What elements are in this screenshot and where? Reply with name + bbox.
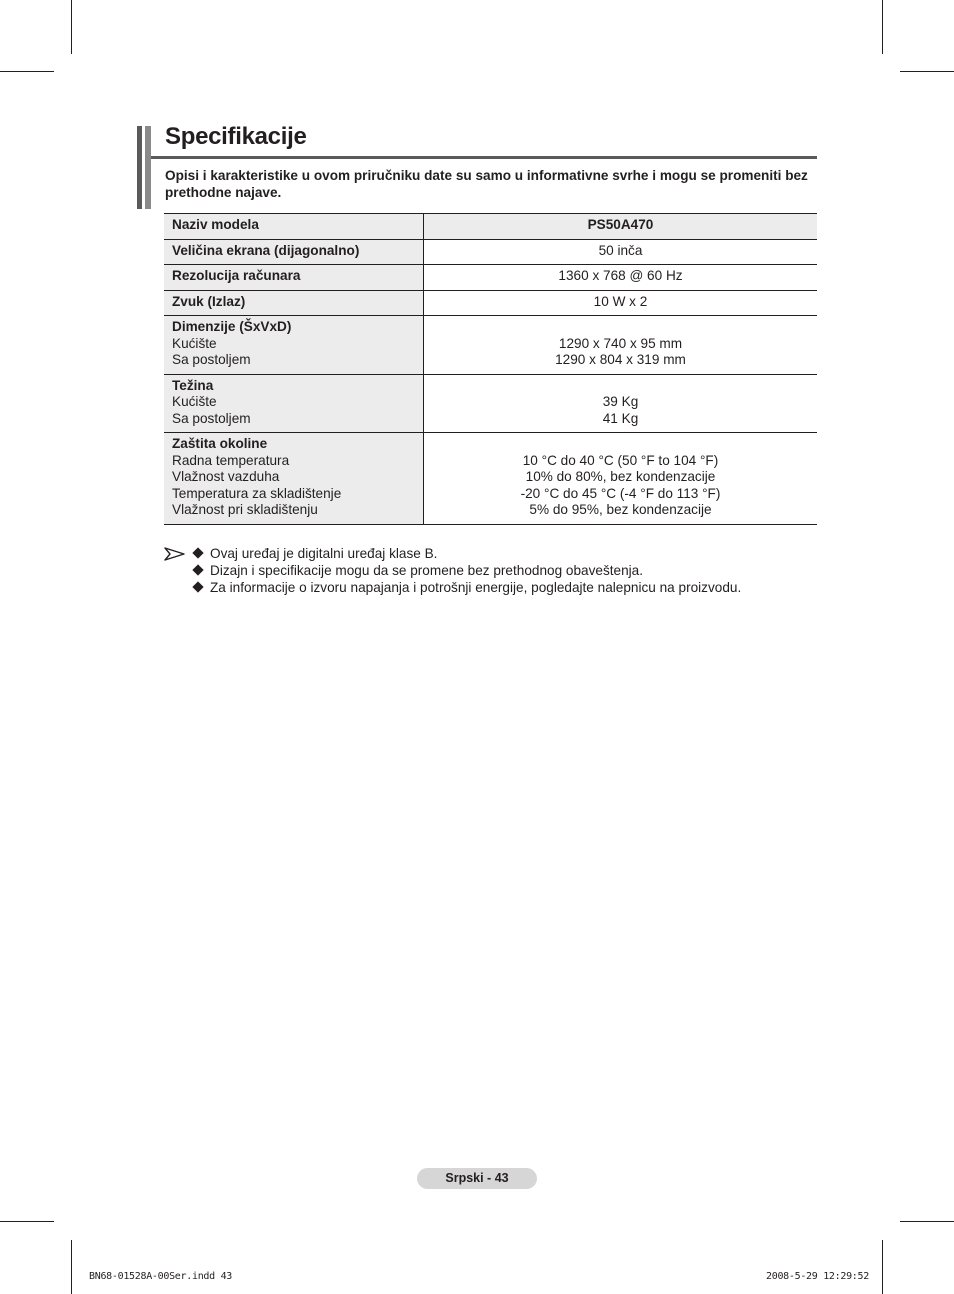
footer-filename: BN68-01528A-00Ser.indd 43 [89, 1271, 233, 1282]
row-value: 1290 x 740 x 95 mm [558, 335, 683, 351]
table-row [164, 374, 817, 433]
crop-mark [900, 71, 954, 72]
footer-timestamp: 2008-5-29 12:29:52 [766, 1271, 869, 1282]
row-sublabel: Vlažnost pri skladištenju [172, 502, 318, 517]
row-label: Zaštita okoline [172, 436, 268, 451]
row-value: 39 Kg [602, 394, 639, 409]
row-value: 41 Kg [602, 410, 639, 426]
table-row [164, 239, 817, 265]
row-sublabel: Radna temperatura [172, 452, 290, 468]
row-sublabel: Temperatura za skladištenje [172, 485, 342, 501]
table-row [164, 316, 817, 375]
page-number-badge: Srpski - 43 [417, 1168, 537, 1189]
weight-label-cell [164, 374, 424, 433]
row-label: Veličina ekrana (dijagonalno) [164, 239, 424, 265]
crop-mark [882, 0, 883, 54]
row-sublabel: Kućište [172, 394, 217, 409]
list-item: Ovaj uređaj je digitalni uređaj klase B. [194, 546, 437, 563]
row-label: Naziv modela [164, 214, 424, 240]
model-value: PS50A470 [424, 214, 818, 240]
row-value: 10 W x 2 [424, 290, 818, 316]
row-label: Zvuk (Izlaz) [164, 290, 424, 316]
section-bar [137, 126, 142, 209]
row-value: 10% do 80%, bez kondenzacije [525, 469, 716, 484]
dimensions-label-cell [164, 316, 424, 375]
row-value: 50 inča [424, 239, 818, 265]
list-item: Dizajn i specifikacije mogu da se promene bez prethodnog obaveštenja. [194, 563, 643, 580]
diamond-bullet-icon [192, 547, 203, 558]
row-value: 10 °C do 40 °C (50 °F to 104 °F) [522, 452, 719, 468]
row-value: 1290 x 804 x 319 mm [555, 352, 686, 367]
row-value: 1360 x 768 @ 60 Hz [424, 265, 818, 291]
table-row [164, 290, 817, 316]
dimensions-value-cell [424, 316, 818, 375]
intro-text: Opisi i karakteristike u ovom priručniku date su samo u informativne svrhe i mogu se promeniti bez prethodne najave. [165, 168, 808, 200]
crop-mark [900, 1221, 954, 1222]
row-label: Rezolucija računara [164, 265, 424, 291]
crop-mark [71, 0, 72, 54]
row-value: 5% do 95%, bez kondenzacije [529, 502, 712, 517]
title-divider [151, 156, 817, 159]
table-row [164, 214, 817, 240]
crop-mark [882, 1240, 883, 1294]
crop-mark [0, 1221, 54, 1222]
crop-mark [0, 71, 54, 72]
table-row [164, 433, 817, 525]
row-sublabel: Vlažnost vazduha [172, 469, 280, 484]
row-sublabel: Sa postoljem [172, 410, 251, 426]
list-item: Za informacije o izvoru napajanja i potrošnji energije, pogledajte nalepnicu na proizvodu. [194, 580, 741, 597]
diamond-bullet-icon [192, 564, 203, 575]
environment-label-cell [164, 433, 424, 525]
crop-mark [71, 1240, 72, 1294]
row-label: Dimenzije (ŠxVxD) [172, 319, 292, 334]
spec-table [164, 213, 817, 525]
row-sublabel: Kućište [172, 335, 217, 351]
diamond-bullet-icon [192, 581, 203, 592]
table-row [164, 265, 817, 291]
note-arrow-icon [164, 546, 186, 562]
section-bar [145, 126, 151, 209]
page-title: Specifikacije [165, 123, 307, 150]
weight-value-cell [424, 374, 818, 433]
environment-value-cell [424, 433, 818, 525]
row-value: -20 °C do 45 °C (-4 °F do 113 °F) [520, 485, 721, 501]
row-sublabel: Sa postoljem [172, 352, 251, 367]
row-label: Težina [172, 377, 214, 393]
